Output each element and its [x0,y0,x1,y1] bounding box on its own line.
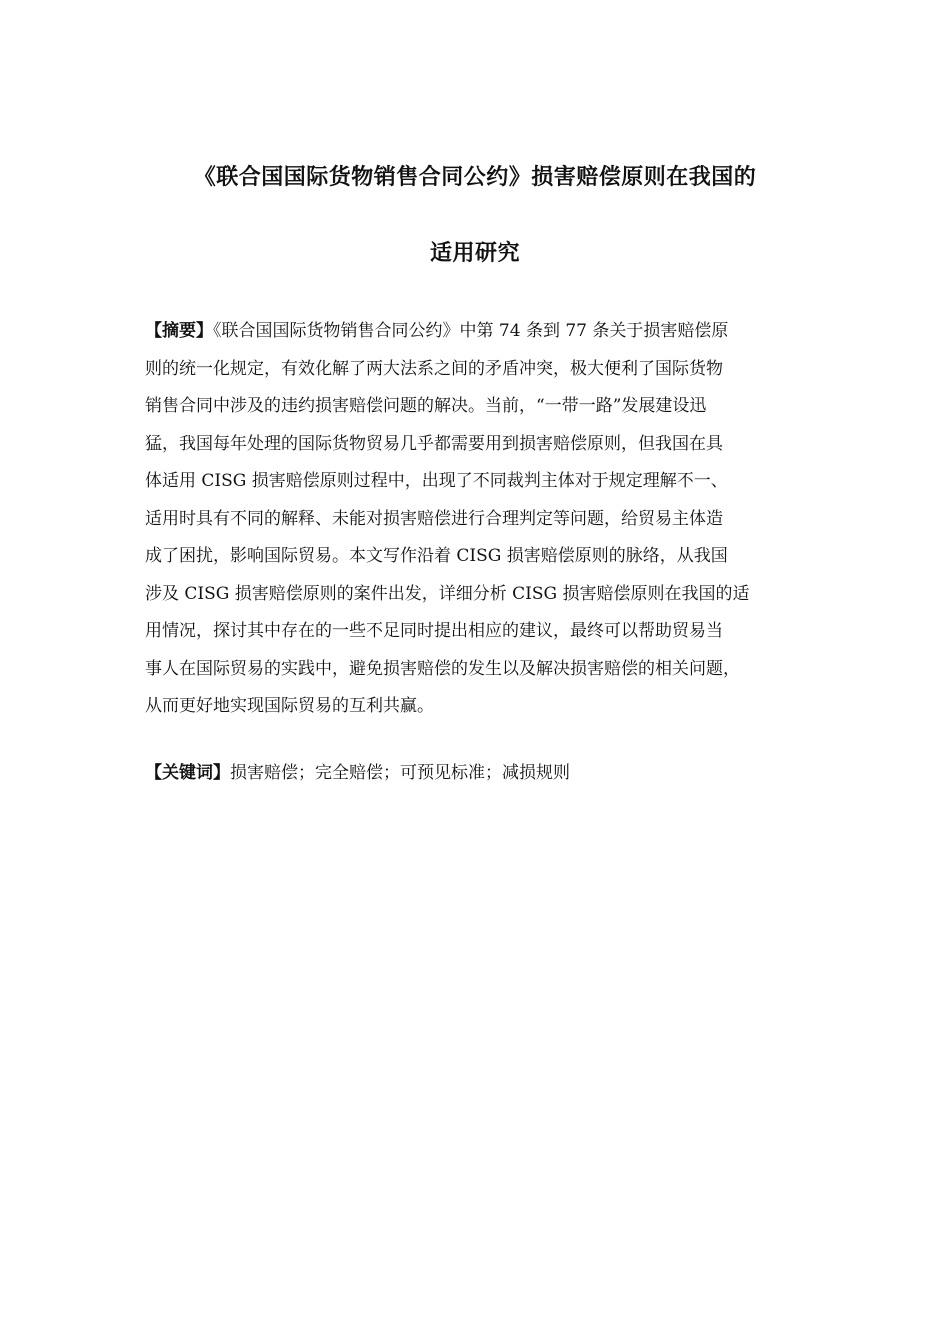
abstract-line: 适用时具有不同的解释、未能对损害赔偿进行合理判定等问题，给贸易主体造 [145,508,723,529]
abstract-section [145,313,825,726]
keywords-section [145,755,825,793]
abstract-line: 涉及 CISG 损害赔偿原则的案件出发，详细分析 CISG 损害赔偿原则在我国的适 [145,583,750,604]
document-title-line-1: 《联合国国际货物销售合同公约》损害赔偿原则在我国的 [193,165,757,190]
abstract-line: 则的统一化规定，有效化解了两大法系之间的矛盾冲突，极大便利了国际货物 [145,358,723,379]
document-title-line-2: 适用研究 [429,241,520,266]
abstract-line: 成了困扰，影响国际贸易。本文写作沿着 CISG 损害赔偿原则的脉络，从我国 [145,546,728,566]
abstract-line: 销售合同中涉及的违约损害赔偿问题的解决。当前，“一带一路”发展建设迅 [145,396,707,416]
abstract-line: 用情况，探讨其中存在的一些不足同时提出相应的建议，最终可以帮助贸易当 [145,621,723,641]
abstract-line-1 [145,313,825,351]
abstract-line: 体适用 CISG 损害赔偿原则过程中，出现了不同裁判主体对于规定理解不一、 [145,471,728,491]
abstract-text: 《联合国国际货物销售合同公约》中第 74 条到 77 条关于损害赔偿原 [213,321,729,341]
abstract-line: 事人在国际贸易的实践中，避免损害赔偿的发生以及解决损害赔偿的相关问题， [145,658,740,679]
abstract-line: 猛，我国每年处理的国际货物贸易几乎都需要用到损害赔偿原则，但我国在具 [145,433,723,454]
abstract-line: 从而更好地实现国际贸易的互利共赢。 [145,696,434,716]
abstract-label: 【摘要】 [145,321,213,341]
keywords-text: 损害赔偿；完全赔偿；可预见标准；减损规则 [230,763,570,783]
keywords-label: 【关键词】 [145,763,230,783]
